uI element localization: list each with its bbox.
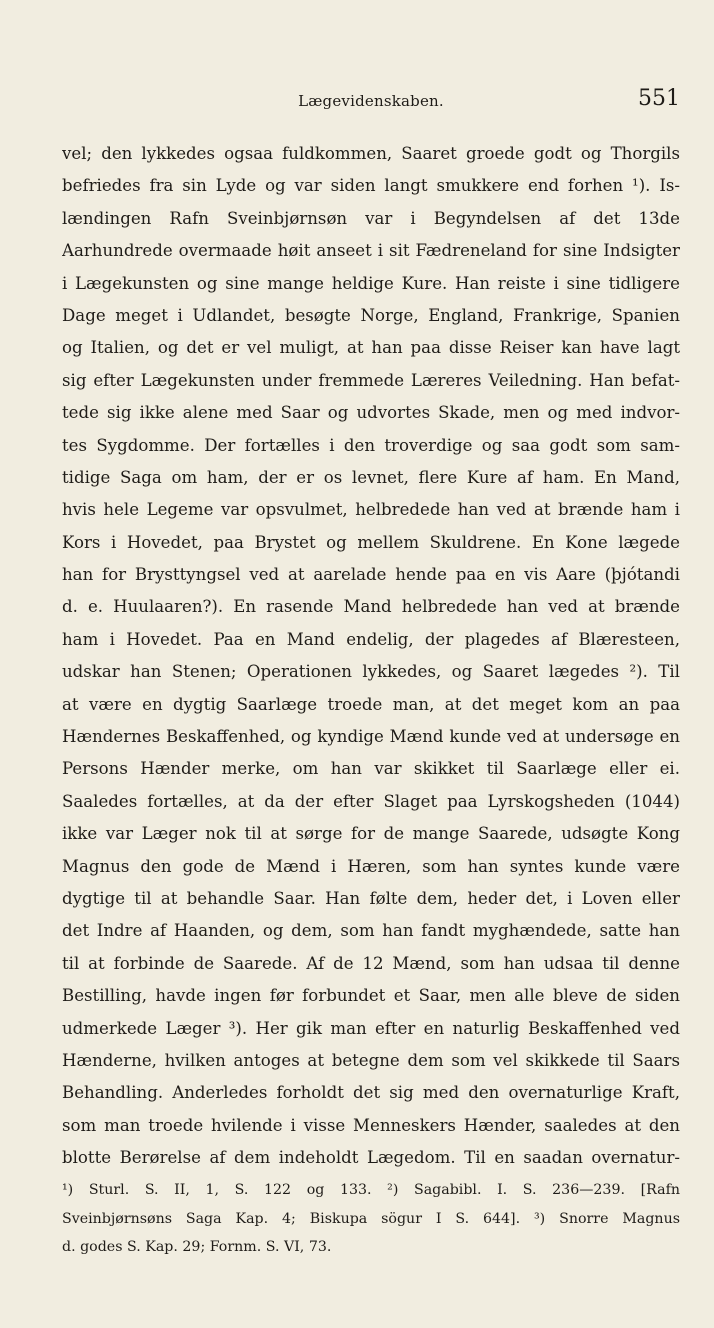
text-line: tidige Saga om ham, der er os levnet, flere Kure af ham. En Mand,: [62, 467, 680, 487]
text-line: det Indre af Haanden, og dem, som han fandt myghændede, satte han: [62, 921, 680, 941]
footnote-line: d. godes S. Kap. 29; Fornm. S. VI, 73.: [62, 1239, 332, 1255]
page-number: 551: [638, 86, 680, 111]
text-line: dygtige til at behandle Saar. Han følte dem, heder det, i Loven eller: [62, 888, 680, 908]
text-line: d. e. Huulaaren?). En rasende Mand helbredede han ved at brænde: [62, 597, 680, 617]
text-line: ikke var Læger nok til at sørge for de mange Saarede, udsøgte Kong: [62, 824, 680, 844]
text-line: lændingen Rafn Sveinbjørnsøn var i Begyndelsen af det 13de: [62, 208, 680, 228]
text-line: Dage meget i Udlandet, besøgte Norge, England, Frankrige, Spanien: [62, 305, 680, 325]
body-text: [62, 138, 680, 1175]
text-line: som man troede hvilende i visse Menneskers Hænder, saaledes at den: [62, 1115, 680, 1135]
running-title: Lægevidenskaben.: [298, 92, 444, 110]
text-line: sig efter Lægekunsten under fremmede Læreres Veiledning. Han befat-: [62, 370, 680, 390]
text-line: Hændernes Beskaffenhed, og kyndige Mænd kunde ved at undersøge en: [62, 727, 680, 747]
text-line: han for Brysttyngsel ved at aarelade hende paa en vis Aare (þjótandi: [62, 565, 680, 585]
text-line: udskar han Stenen; Operationen lykkedes, og Saaret lægedes ²). Til: [62, 662, 680, 682]
text-line: Saaledes fortælles, at da der efter Slaget paa Lyrskogsheden (1044): [62, 791, 680, 811]
footnote-line: Sveinbjørnsøns Saga Kap. 4; Biskupa sögur I S. 644]. ³) Snorre Magnus: [62, 1210, 680, 1227]
footnote-line: ¹) Sturl. S. II, 1, S. 122 og 133. ²) Sagabibl. I. S. 236—239. [Rafn: [62, 1182, 680, 1198]
text-line: hvis hele Legeme var opsvulmet, helbredede han ved at brænde ham i: [62, 500, 680, 520]
text-line: Aarhundrede overmaade høit anseet i sit Fædreneland for sine Indsigter: [62, 241, 680, 261]
text-line: udmerkede Læger ³). Her gik man efter en naturlig Beskaffenhed ved: [62, 1018, 680, 1038]
text-line: Bestilling, havde ingen før forbundet et Saar, men alle bleve de siden: [62, 986, 680, 1006]
text-line: vel; den lykkedes ogsaa fuldkommen, Saaret groede godt og Thorgils: [62, 144, 680, 163]
text-line: Persons Hænder merke, om han var skikket til Saarlæge eller ei.: [62, 759, 680, 779]
text-line: Hænderne, hvilken antoges at betegne dem som vel skikkede til Saars: [62, 1050, 680, 1070]
text-line: ham i Hovedet. Paa en Mand endelig, der plagedes af Blæresteen,: [62, 629, 680, 649]
text-line: og Italien, og det er vel muligt, at han paa disse Reiser kan have lagt: [62, 338, 680, 358]
text-line: befriedes fra sin Lyde og var siden langt smukkere end forhen ¹). Is-: [62, 176, 680, 196]
footnotes: [62, 1176, 680, 1262]
text-line: i Lægekunsten og sine mange heldige Kure. Han reiste i sine tidligere: [62, 273, 680, 293]
text-line: tede sig ikke alene med Saar og udvortes Skade, men og med indvor-: [62, 403, 680, 423]
text-line: Behandling. Anderledes forholdt det sig med den overnaturlige Kraft,: [62, 1083, 680, 1103]
text-line: at være en dygtig Saarlæge troede man, at det meget kom an paa: [62, 694, 680, 714]
text-line: tes Sygdomme. Der fortælles i den troverdige og saa godt som sam-: [62, 435, 680, 455]
text-line: Magnus den gode de Mænd i Hæren, som han syntes kunde være: [62, 856, 680, 876]
text-line: Kors i Hovedet, paa Brystet og mellem Skuldrene. En Kone lægede: [62, 532, 680, 552]
text-line: blotte Berørelse af dem indeholdt Lægedom. Til en saadan overnatur-: [62, 1148, 680, 1168]
page-header: [62, 86, 680, 116]
text-line: til at forbinde de Saarede. Af de 12 Mænd, som han udsaa til denne: [62, 953, 680, 973]
